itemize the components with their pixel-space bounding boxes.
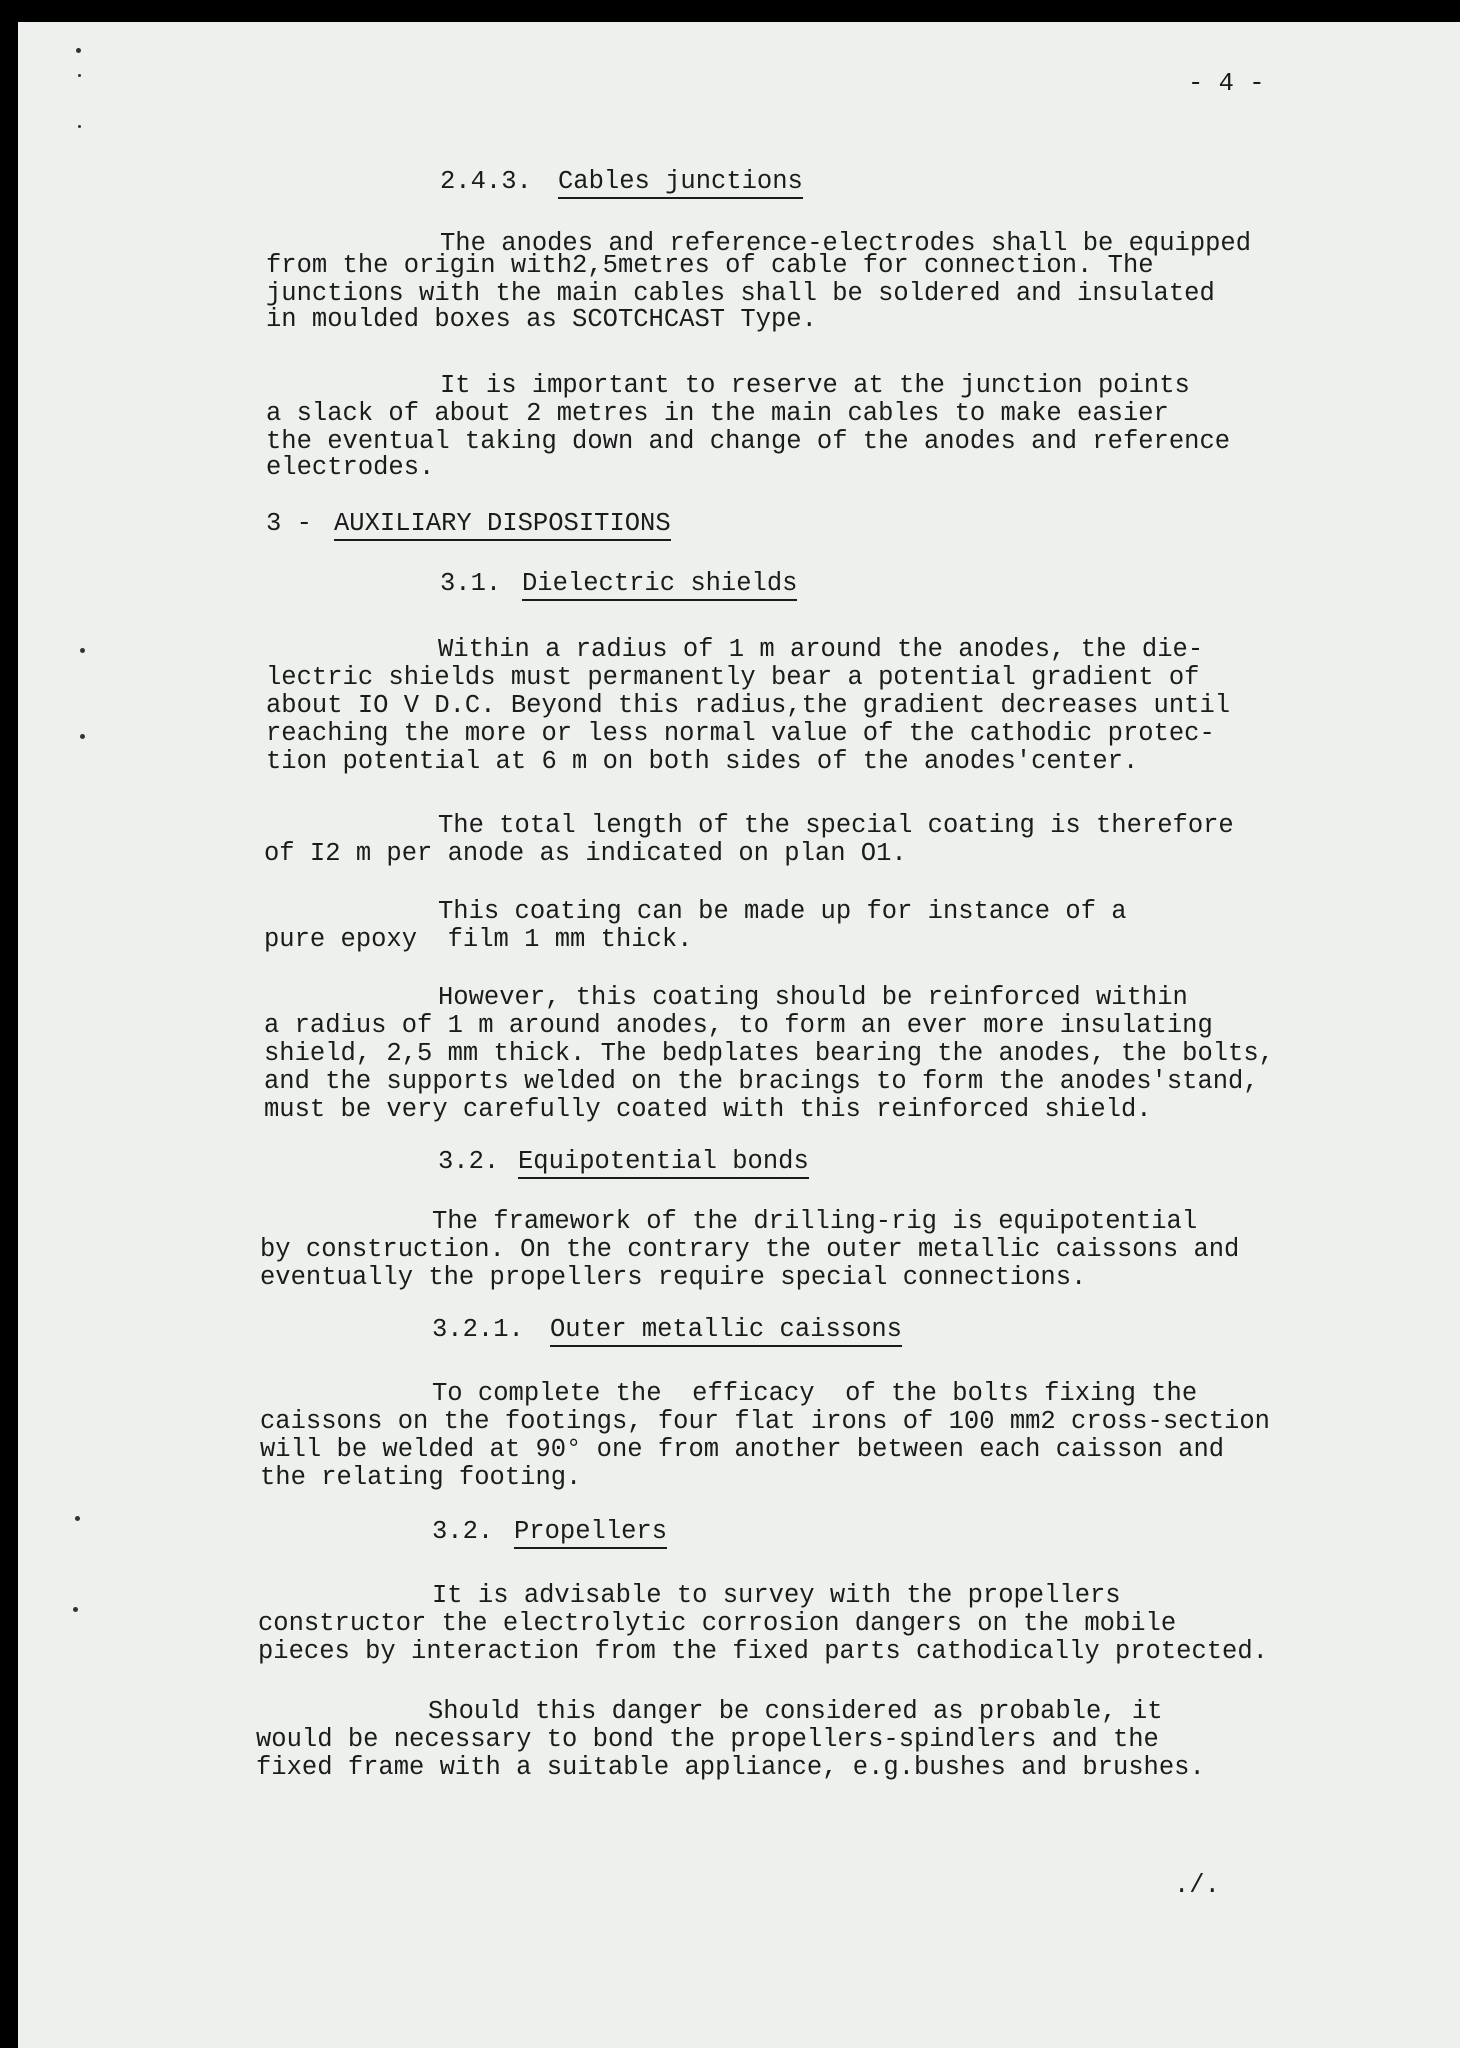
paragraph-line: It is important to reserve at the junction points: [440, 371, 1190, 400]
paragraph-line: Within a radius of 1 m around the anodes, the die-: [438, 635, 1204, 664]
section-heading: Cables junctions: [558, 168, 803, 199]
paragraph-line: a radius of 1 m around anodes, to form an ever more insulating: [264, 1011, 1213, 1040]
section-number: 3.2.: [432, 1517, 494, 1546]
margin-speck: [80, 648, 85, 653]
continuation-mark: ./.: [1174, 1871, 1220, 1900]
document-body: [18, 22, 1460, 2048]
section-heading: Propellers: [514, 1518, 667, 1549]
margin-speck: [78, 74, 81, 77]
section-heading: AUXILIARY DISPOSITIONS: [334, 510, 671, 541]
paragraph-line: from the origin with2,5metres of cable for connection. The: [266, 251, 1154, 280]
paragraph-line: the relating footing.: [260, 1463, 582, 1492]
paragraph-line: pure epoxy film 1 mm thick.: [264, 925, 693, 954]
paragraph-line: eventually the propellers require special connections.: [260, 1263, 1087, 1292]
paragraph-line: reaching the more or less normal value of the cathodic protec-: [266, 719, 1215, 748]
paragraph-line: To complete the efficacy of the bolts fixing the: [432, 1379, 1198, 1408]
paragraph-line: The total length of the special coating is therefore: [438, 811, 1234, 840]
section-number: 2.4.3.: [440, 167, 532, 196]
paragraph-line: The anodes and reference-electrodes shall be equipped: [440, 229, 1252, 258]
paragraph-line: in moulded boxes as SCOTCHCAST Type.: [266, 305, 817, 334]
paragraph-line: of I2 m per anode as indicated on plan O1.: [264, 839, 907, 868]
document-page: [18, 22, 1460, 2048]
paragraph-line: Should this danger be considered as probable, it: [428, 1697, 1163, 1726]
paragraph-line: tion potential at 6 m on both sides of the anodes'center.: [266, 747, 1139, 776]
paragraph-line: pieces by interaction from the fixed parts cathodically protected.: [258, 1637, 1268, 1666]
section-number: 3.1.: [440, 569, 502, 598]
page-number: - 4 -: [1188, 69, 1265, 98]
section-number: 3.2.1.: [432, 1315, 524, 1344]
section-heading: Dielectric shields: [522, 570, 797, 601]
paragraph-line: junctions with the main cables shall be soldered and insulated: [266, 279, 1215, 308]
paragraph-line: It is advisable to survey with the propellers: [432, 1581, 1121, 1610]
paragraph-line: shield, 2,5 mm thick. The bedplates bearing the anodes, the bolts,: [264, 1039, 1274, 1068]
paragraph-line: would be necessary to bond the propellers-spindlers and the: [256, 1725, 1159, 1754]
section-number: 3.2.: [438, 1147, 500, 1176]
paragraph-line: fixed frame with a suitable appliance, e.g.bushes and brushes.: [256, 1753, 1205, 1782]
paragraph-line: The framework of the drilling-rig is equipotential: [432, 1207, 1198, 1236]
margin-speck: [75, 1516, 80, 1521]
paragraph-line: a slack of about 2 metres in the main cables to make easier: [266, 399, 1169, 428]
paragraph-line: lectric shields must permanently bear a potential gradient of: [266, 663, 1200, 692]
margin-speck: [73, 1607, 78, 1612]
paragraph-line: electrodes.: [266, 453, 435, 482]
paragraph-line: constructor the electrolytic corrosion dangers on the mobile: [258, 1609, 1177, 1638]
margin-speck: [80, 734, 85, 739]
paragraph-line: about IO V D.C. Beyond this radius,the gradient decreases until: [266, 691, 1231, 720]
paragraph-line: and the supports welded on the bracings to form the anodes'stand,: [264, 1067, 1259, 1096]
section-number: 3 -: [266, 509, 312, 538]
paragraph-line: However, this coating should be reinforced within: [438, 983, 1188, 1012]
margin-speck: [76, 48, 81, 53]
paragraph-line: will be welded at 90° one from another between each caisson and: [260, 1435, 1225, 1464]
section-heading: Equipotential bonds: [518, 1148, 809, 1179]
paragraph-line: This coating can be made up for instance of a: [438, 897, 1127, 926]
paragraph-line: must be very carefully coated with this reinforced shield.: [264, 1095, 1152, 1124]
paragraph-line: the eventual taking down and change of the anodes and reference: [266, 427, 1231, 456]
paragraph-line: by construction. On the contrary the outer metallic caissons and: [260, 1235, 1240, 1264]
section-heading: Outer metallic caissons: [550, 1316, 902, 1347]
margin-speck: [78, 125, 81, 128]
paragraph-line: caissons on the footings, four flat irons of 100 mm2 cross-section: [260, 1407, 1270, 1436]
